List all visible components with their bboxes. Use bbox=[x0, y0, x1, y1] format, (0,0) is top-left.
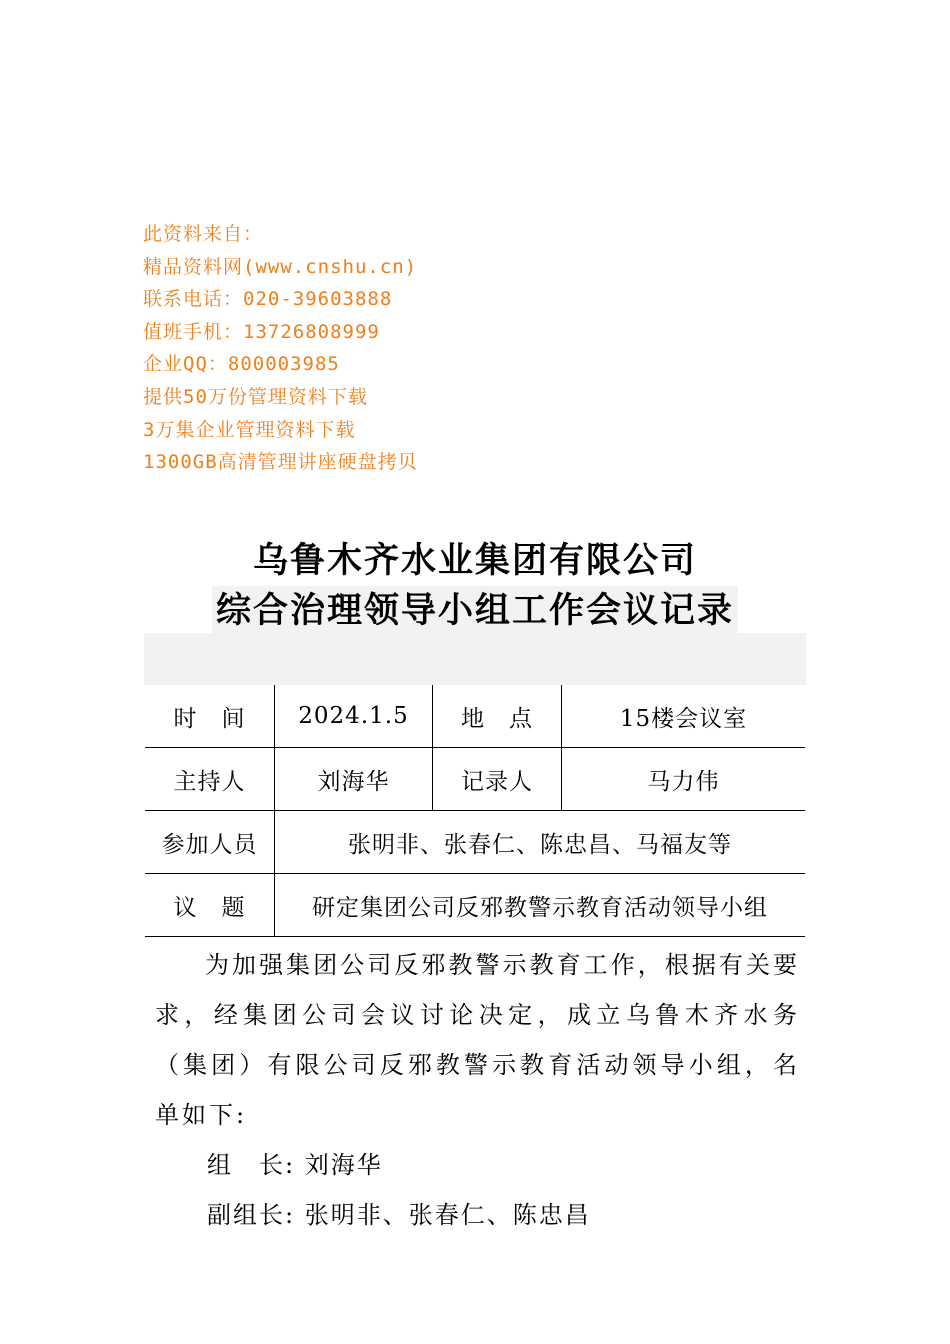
table-row bbox=[145, 685, 805, 748]
source-info-line: 3万集企业管理资料下载 bbox=[143, 418, 356, 441]
time-label: 时 间 bbox=[145, 685, 275, 748]
title-line-record: 综合治理领导小组工作会议记录 bbox=[212, 586, 738, 636]
source-info-block bbox=[143, 218, 643, 479]
topic-label: 议 题 bbox=[145, 874, 275, 937]
host-label: 主持人 bbox=[145, 748, 275, 811]
attendees-value: 张明非、张春仁、陈忠昌、马福友等 bbox=[275, 811, 806, 874]
place-label: 地 点 bbox=[433, 685, 562, 748]
source-info-line: 提供50万份管理资料下载 bbox=[143, 385, 368, 408]
topic-value: 研定集团公司反邪教警示教育活动领导小组 bbox=[275, 874, 806, 937]
title-line-company: 乌鲁木齐水业集团有限公司 bbox=[252, 541, 697, 581]
leader-line: 组 长: 刘海华 bbox=[207, 1151, 383, 1179]
recorder-value: 马力伟 bbox=[562, 748, 806, 811]
meeting-body bbox=[155, 940, 800, 1240]
source-info-line: 1300GB高清管理讲座硬盘拷贝 bbox=[143, 451, 418, 474]
host-value: 刘海华 bbox=[275, 748, 433, 811]
source-info-line: 此资料来自： bbox=[143, 223, 264, 245]
source-info-line: 联系电话：020-39603888 bbox=[143, 288, 393, 311]
table-row bbox=[145, 811, 805, 874]
source-info-line: 精品资料网(www.cnshu.cn) bbox=[143, 255, 418, 278]
table-row bbox=[145, 874, 805, 937]
place-value: 15楼会议室 bbox=[562, 685, 806, 748]
recorder-label: 记录人 bbox=[433, 748, 562, 811]
source-info-line: 值班手机：13726808999 bbox=[143, 320, 380, 343]
shaded-spacer bbox=[144, 633, 806, 685]
time-value: 2024.1.5 bbox=[275, 685, 433, 748]
meeting-info-table bbox=[145, 685, 805, 937]
table-row bbox=[145, 748, 805, 811]
body-paragraph: 为加强集团公司反邪教警示教育工作，根据有关要求，经集团公司会议讨论决定，成立乌鲁木齐水务（集团）有限公司反邪教警示教育活动领导小组，名单如下: bbox=[155, 951, 800, 1129]
document-title bbox=[0, 536, 950, 636]
attendees-label: 参加人员 bbox=[145, 811, 275, 874]
deputy-line: 副组长: 张明非、张春仁、陈忠昌 bbox=[207, 1201, 591, 1229]
source-info-line: 企业QQ：800003985 bbox=[143, 353, 340, 376]
